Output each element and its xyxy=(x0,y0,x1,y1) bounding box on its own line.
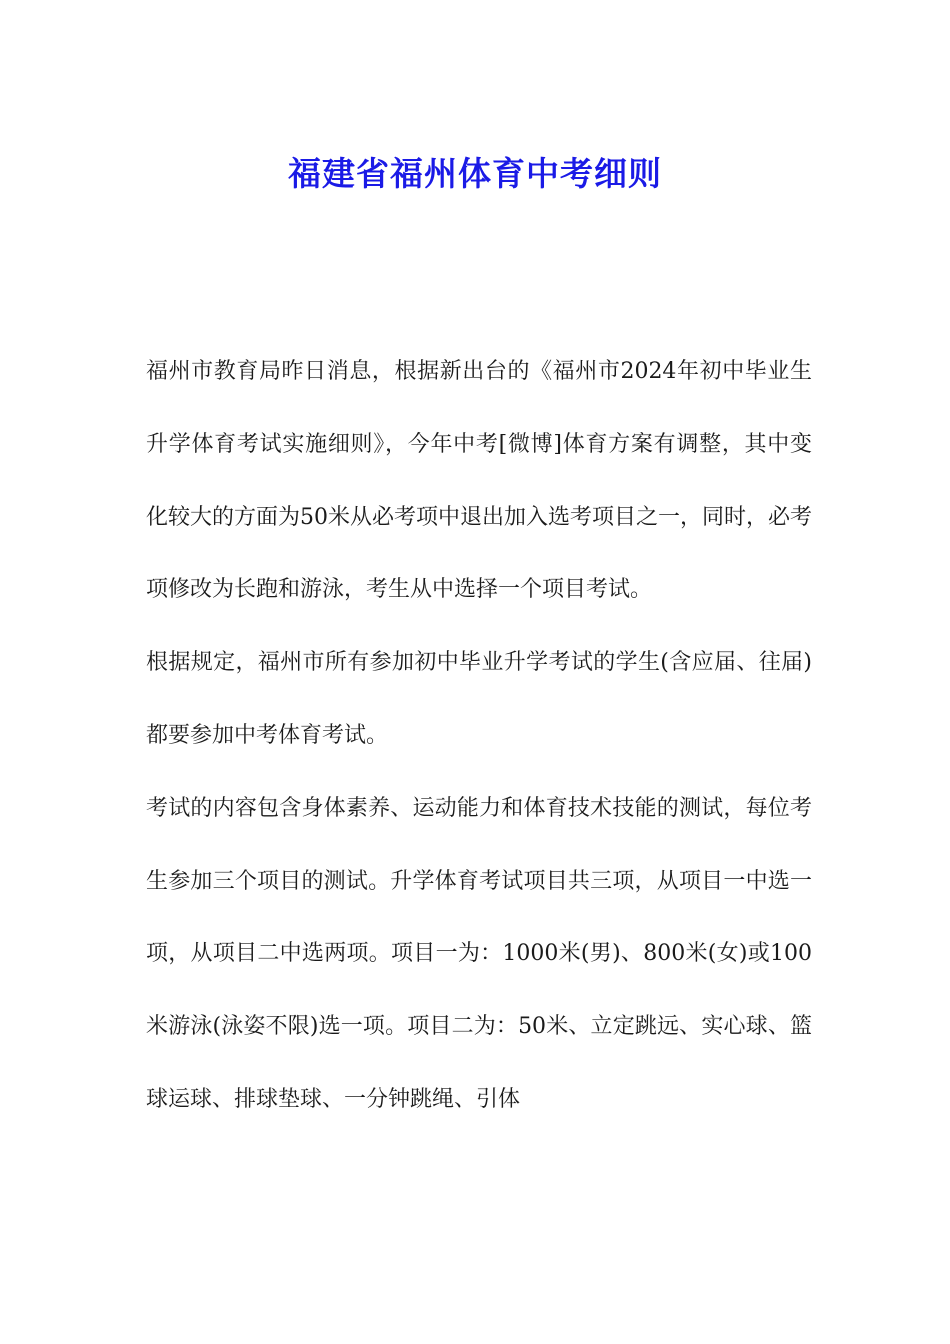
paragraph-exam-content: 考试的内容包含身体素养、运动能力和体育技术技能的测试，每位考生参加三个项目的测试。升学体育考试项目共三项，从项目一中选一项，从项目二中选两项。项目一为：1000米(男)、800米(女)或100米游泳(泳姿不限)选一项。项目二为：50米、立定跳远、实心球、篮球运球、排球垫球、一分钟跳绳、引体 xyxy=(146,795,812,1112)
paragraph-intro: 福州市教育局昨日消息，根据新出台的《福州市2024年初中毕业生升学体育考试实施细则》，今年中考[微博]体育方案有调整，其中变化较大的方面为50米从必考项中退出加入选考项目之一，同时，必考项修改为长跑和游泳，考生从中选择一个项目考试。 xyxy=(146,359,812,603)
document-body xyxy=(146,336,812,1137)
document-title: 福建省福州体育中考细则 xyxy=(288,154,662,194)
paragraph-eligibility: 根据规定，福州市所有参加初中毕业升学考试的学生(含应届、往届)都要参加中考体育考试。 xyxy=(146,650,812,748)
